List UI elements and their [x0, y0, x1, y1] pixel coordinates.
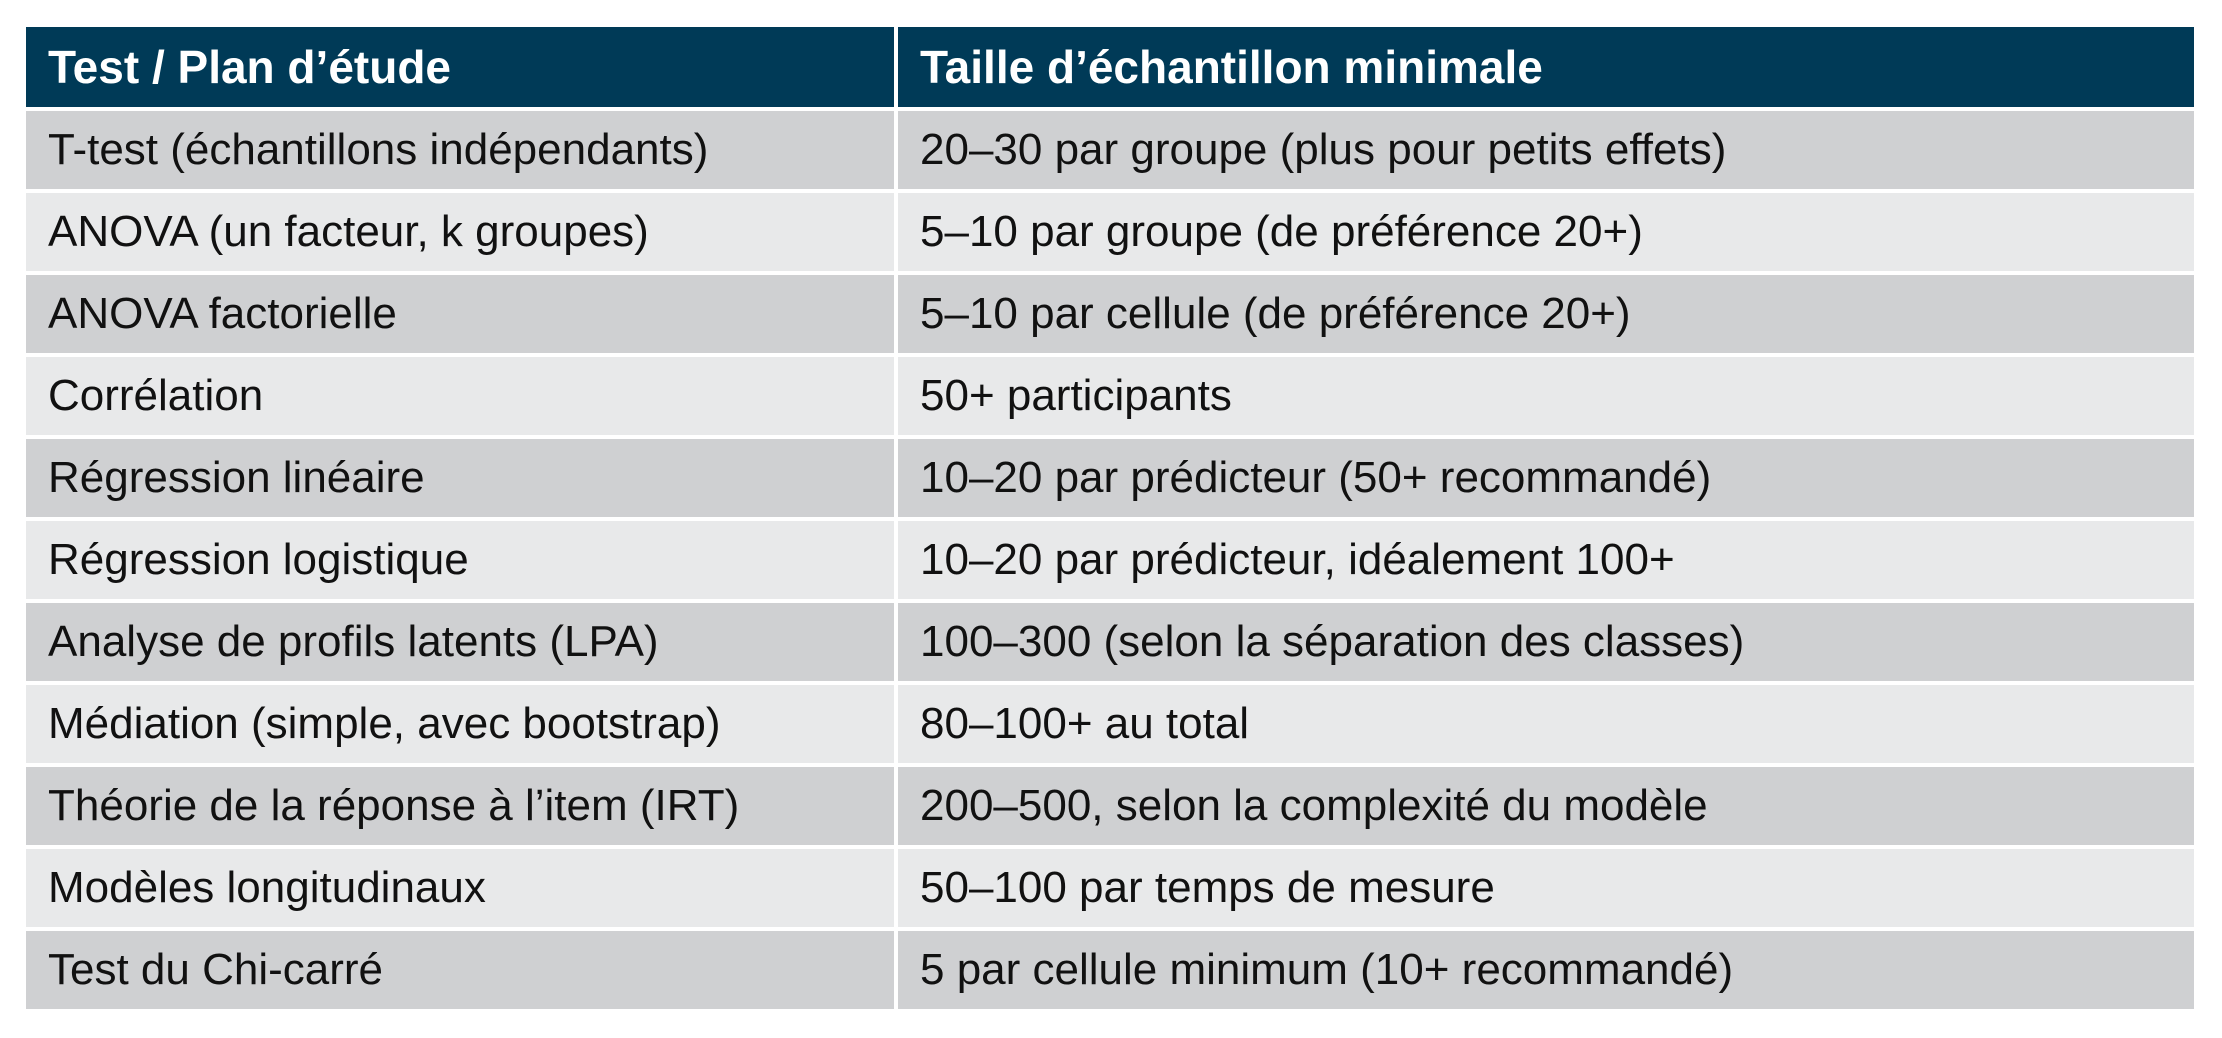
table-row	[26, 355, 2194, 437]
table-row	[26, 683, 2194, 765]
sample-size-table	[26, 27, 2194, 1009]
test-cell: ANOVA factorielle	[26, 273, 896, 355]
header-min-sample-size: Taille d’échantillon minimale	[896, 27, 2194, 109]
test-cell: Analyse de profils latents (LPA)	[26, 601, 896, 683]
sample-size-cell: 50+ participants	[896, 355, 2194, 437]
sample-size-cell: 200–500, selon la complexité du modèle	[896, 765, 2194, 847]
sample-size-cell: 5–10 par cellule (de préférence 20+)	[896, 273, 2194, 355]
table-row	[26, 437, 2194, 519]
sample-size-cell: 5 par cellule minimum (10+ recommandé)	[896, 929, 2194, 1009]
table-row	[26, 273, 2194, 355]
test-cell: Corrélation	[26, 355, 896, 437]
table-row	[26, 519, 2194, 601]
sample-size-cell: 50–100 par temps de mesure	[896, 847, 2194, 929]
sample-size-cell: 10–20 par prédicteur, idéalement 100+	[896, 519, 2194, 601]
table-row	[26, 109, 2194, 191]
test-cell: Régression linéaire	[26, 437, 896, 519]
table-row	[26, 601, 2194, 683]
test-cell: ANOVA (un facteur, k groupes)	[26, 191, 896, 273]
test-cell: Théorie de la réponse à l’item (IRT)	[26, 765, 896, 847]
test-cell: Modèles longitudinaux	[26, 847, 896, 929]
sample-size-cell: 10–20 par prédicteur (50+ recommandé)	[896, 437, 2194, 519]
table-row	[26, 191, 2194, 273]
table-row	[26, 847, 2194, 929]
header-test-design: Test / Plan d’étude	[26, 27, 896, 109]
sample-size-cell: 5–10 par groupe (de préférence 20+)	[896, 191, 2194, 273]
test-cell: Régression logistique	[26, 519, 896, 601]
test-cell: Test du Chi-carré	[26, 929, 896, 1009]
sample-size-cell: 80–100+ au total	[896, 683, 2194, 765]
sample-size-cell: 20–30 par groupe (plus pour petits effets)	[896, 109, 2194, 191]
test-cell: T-test (échantillons indépendants)	[26, 109, 896, 191]
test-cell: Médiation (simple, avec bootstrap)	[26, 683, 896, 765]
table-row	[26, 929, 2194, 1009]
sample-size-cell: 100–300 (selon la séparation des classes)	[896, 601, 2194, 683]
header-row	[26, 27, 2194, 109]
table-row	[26, 765, 2194, 847]
